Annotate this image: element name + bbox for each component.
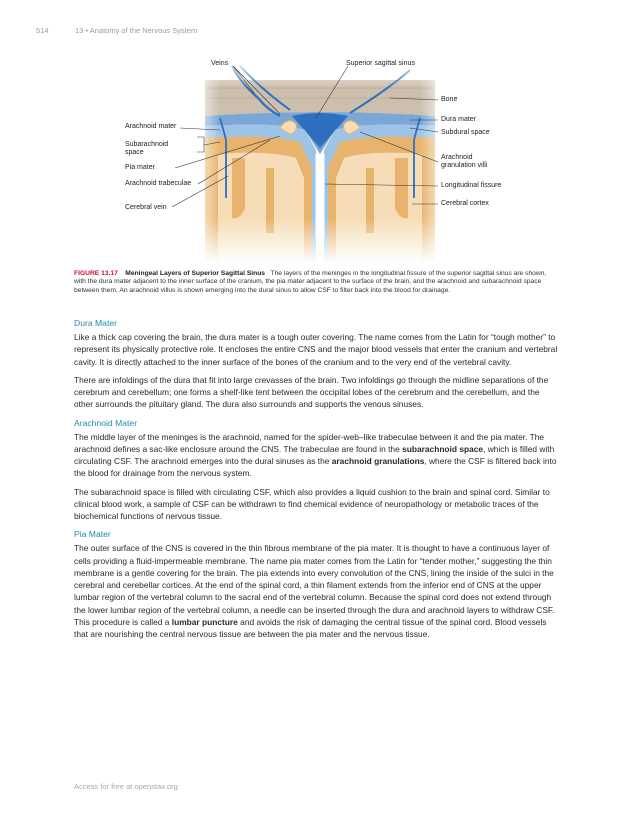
paragraph-arachnoid-2: The subarachnoid space is filled with circulating CSF, which also provides a liquid cushion to the brain and spinal cord. Similar to clinical blood work, a sample of CSF can be withdrawn to find chemical evidence of neuropathology or metabolic traces of the biochemical functions of nervous tissue. <box>74 486 550 521</box>
label-subarachnoid-space: Subarachnoid space <box>125 141 169 156</box>
term-lumbar-puncture: lumbar puncture <box>171 616 238 627</box>
label-cerebral-cortex: Cerebral cortex <box>441 200 489 207</box>
figure-number: FIGURE 13.17 <box>74 270 118 277</box>
text-run: and avoids the risk of damaging the central tissue of the spinal cord. Blood vessels that are nourishing the central nervous tissue are between the pia mater and the nervous tissue. <box>74 616 547 639</box>
footer-link[interactable]: Access for free at openstax.org <box>74 782 178 791</box>
label-longitudinal-fissure: Longitudinal fissure <box>441 182 502 189</box>
heading-pia-mater: Pia Mater <box>74 529 111 540</box>
paragraph-pia-1 <box>74 542 559 640</box>
label-superior-sagittal-sinus: Superior sagittal sinus <box>346 60 415 67</box>
text-run: , which is filled with circulating CSF. The arachnoid emerges into the dural sinuses as the <box>74 443 555 466</box>
label-arachnoid-granulation-villi: Arachnoid granulation villi <box>441 154 488 169</box>
main-content <box>74 318 559 646</box>
label-subdural-space: Subdural space <box>441 129 490 136</box>
text-run: The middle layer of the meninges is the arachnoid, named for the spider-web–like trabeculae between it and the pia mater. The arachnoid defines a sac-like enclosure around the CNS. The trabeculae are found in the <box>74 431 545 454</box>
label-dura-mater: Dura mater <box>441 116 477 123</box>
text-run: , where the CSF is filtered back into the blood for drainage from the nervous system. <box>74 456 557 479</box>
heading-arachnoid-mater: Arachnoid Mater <box>74 417 138 428</box>
label-bone: Bone <box>441 96 458 103</box>
page-number: 514 <box>36 26 49 35</box>
label-pia-mater: Pia mater <box>125 164 155 171</box>
figure-caption <box>74 270 559 295</box>
paragraph-dura-1: Like a thick cap covering the brain, the dura mater is a tough outer covering. The name comes from the Latin for “tough mother” to represent its physically protective role. It encloses the entire CNS and the major blood vessels that enter the cranium and vertebral cavity. It is directly attached to the inner surface of the bones of the cranium and to the very end of the vertebral cavity. <box>74 332 558 367</box>
paragraph-arachnoid-1 <box>74 431 559 480</box>
paragraph-dura-2: There are infoldings of the dura that fit into large crevasses of the brain. Two infoldings go through the midline separations of the cerebrum and cerebellum; one forms a shelf-like tent between the occipital lobes of the cerebrum and the cerebellum, and the other surrounds the pituitary gland. The dura also surrounds and supports the venous sinuses. <box>74 374 549 410</box>
chapter-title: 13 • Anatomy of the Nervous System <box>75 26 198 35</box>
figure-caption-text: The layers of the meninges in the longitudinal fissure of the superior sagittal sinus are shown, with the dura mater adjacent to the inner surface of the cranium, the pia mater adjacent to the surface of the brain, and the arachnoid and subarachnoid space between them. An arachnoid villus is shown emerging into the dural sinus to allow CSF to filter back into the blood for drainage. <box>74 270 547 294</box>
figure-title: Meningeal Layers of Superior Sagittal Sinus <box>125 270 266 277</box>
term-arachnoid-granulations: arachnoid granulations <box>331 456 425 466</box>
page-header <box>36 26 197 35</box>
label-arachnoid-trabeculae: Arachnoid trabeculae <box>125 180 192 187</box>
text-run: The outer surface of the CNS is covered in the thin fibrous membrane of the pia mater. It is thought to have a continuous layer of cells providing a fluid-impermeable membrane. The name pia mater comes from the Latin for “tender mother,” suggesting the thin membrane is a gentle covering for the brain. The pia extends into every convolution of the CNS, lining the inside of the sulci in the cerebral and cerebellar cortices. At the end of the spinal cord, a thin filament extends from the inferior end of CNS at the upper lumbar region of the vertebral column to the sacral end of the vertebral column. Because the spinal cord does not extend through the lower lumbar region of the vertebral column, a needle can be inserted through the dura and arachnoid layers to withdraw CSF. This procedure is called a <box>74 543 555 627</box>
term-subarachnoid-space: subarachnoid space <box>402 443 484 454</box>
heading-dura-mater: Dura Mater <box>74 318 117 328</box>
label-arachnoid-mater: Arachnoid mater <box>125 123 177 130</box>
label-cerebral-vein: Cerebral vein <box>125 204 167 211</box>
meninges-figure <box>120 58 520 263</box>
label-veins: Veins <box>211 60 229 67</box>
